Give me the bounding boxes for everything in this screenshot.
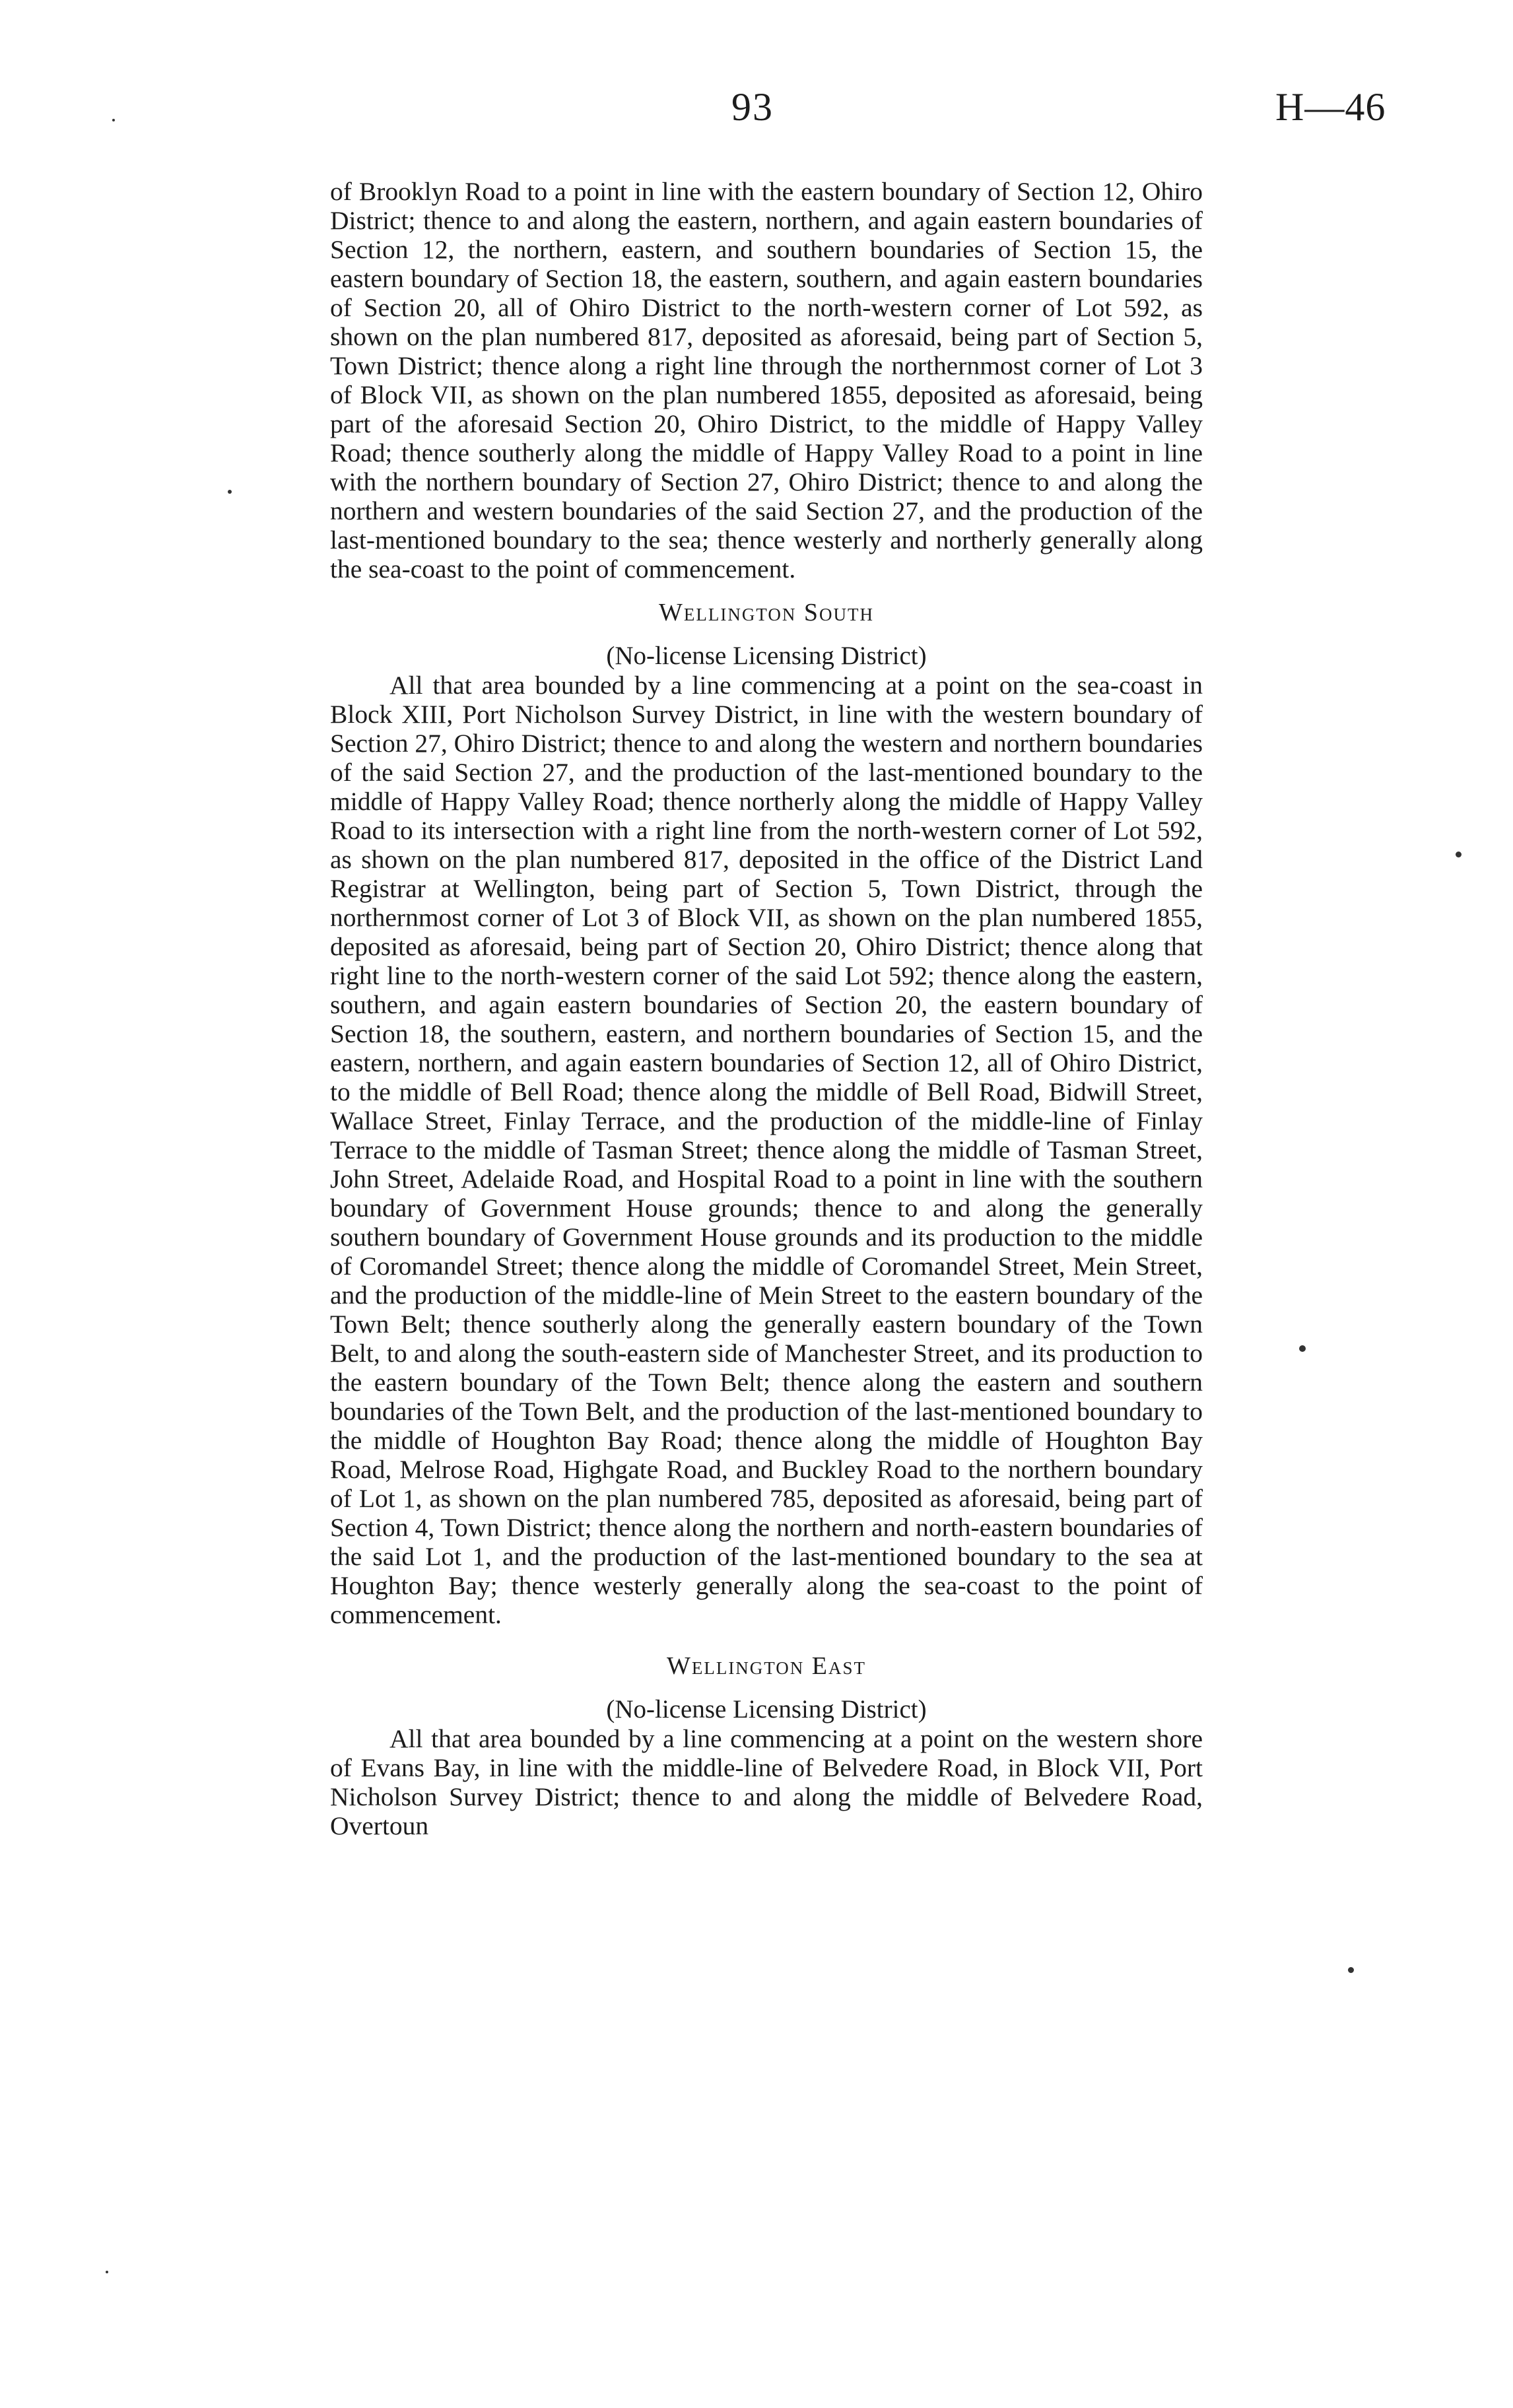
section-wellington-south — [330, 598, 1203, 1629]
section-body: All that area bounded by a line commencing at a point on the sea-coast in Block XIII, Port Nicholson Survey District, in line with the western boundary of Section 27, Ohiro District; thence to and along the western and northern boundaries of the said Section 27, and the production of the last-mentioned boundary to the middle of Happy Valley Road; thence northerly along the middle of Happy Valley Road to its intersection with a right line from the north-western corner of Lot 592, as shown on the plan numbered 817, deposited in the office of the District Land Registrar at Wellington, being part of Section 5, Town District, through the northernmost corner of Lot 3 of Block VII, as shown on the plan numbered 1855, deposited as aforesaid, being part of Section 20, Ohiro District; thence along that right line to the north-western corner of the said Lot 592; thence along the eastern, southern, and again eastern boundaries of Section 20, the eastern boundary of Section 18, the southern, eastern, and northern boundaries of Section 15, and the eastern, northern, and again eastern boundaries of Section 12, all of Ohiro District, to the middle of Bell Road; thence along the middle of Bell Road, Bidwill Street, Wallace Street, Finlay Terrace, and the production of the middle-line of Finlay Terrace to the middle of Tasman Street; thence along the middle of Tasman Street, John Street, Adelaide Road, and Hospital Road to a point in line with the southern boundary of Government House grounds; thence to and along the generally southern boundary of Government House grounds and its production to the middle of Coromandel Street; thence along the middle of Coromandel Street, Mein Street, and the production of the middle-line of Mein Street to the eastern boundary of the Town Belt; thence southerly along the generally eastern boundary of the Town Belt, to and along the south-eastern side of Manchester Street, and its production to the eastern boundary of the Town Belt; thence along the eastern and southern boundaries of the Town Belt, and the production of the last-mentioned boundary to the middle of Houghton Bay Road; thence along the middle of Houghton Bay Road, Melrose Road, Highgate Road, and Buckley Road to the northern boundary of Lot 1, as shown on the plan numbered 785, deposited as aforesaid, being part of Section 4, Town District; thence along the northern and north-eastern boundaries of the said Lot 1, and the production of the last-mentioned boundary to the sea at Houghton Bay; thence westerly generally along the sea-coast to the point of commencement. — [330, 671, 1203, 1629]
section-body: All that area bounded by a line commencing at a point on the western shore of Evans Bay, in line with the middle-line of Belvedere Road, in Block VII, Port Nicholson Survey District; thence to and along the middle of Belvedere Road, Overtoun — [330, 1724, 1203, 1840]
section-heading: Wellington East — [666, 1652, 867, 1680]
scan-speck — [1299, 1345, 1306, 1352]
text-column — [330, 177, 1203, 1840]
section-subheading: (No-license Licensing District) — [606, 642, 927, 670]
scan-speck — [228, 490, 232, 494]
scan-speck — [112, 119, 115, 121]
spacer — [330, 584, 1203, 598]
spacer — [330, 1681, 1203, 1695]
scan-speck — [106, 2271, 108, 2273]
spacer — [330, 627, 1203, 642]
page-number: 93 — [731, 85, 774, 129]
spacer — [330, 1629, 1203, 1652]
document-reference: H—46 — [1275, 85, 1386, 129]
intro-paragraph: of Brooklyn Road to a point in line with the eastern boundary of Section 12, Ohiro District; thence to and along the eastern, northern, and again eastern boundaries of Section 12, the northern, eastern, and southern boundaries of Section 15, the eastern boundary of Section 18, the eastern, southern, and again eastern boundaries of Section 20, all of Ohiro District to the north-western corner of Lot 592, as shown on the plan numbered 817, deposited as aforesaid, being part of Section 5, Town District; thence along a right line through the northernmost corner of Lot 3 of Block VII, as shown on the plan numbered 1855, deposited as aforesaid, being part of the aforesaid Section 20, Ohiro District, to the middle of Happy Valley Road; thence southerly along the middle of Happy Valley Road to a point in line with the northern boundary of Section 27, Ohiro District; thence to and along the northern and western boundaries of the said Section 27, and the production of the last-mentioned boundary to the sea; thence westerly and northerly generally along the sea-coast to the point of commencement. — [330, 177, 1203, 584]
section-wellington-east — [330, 1652, 1203, 1840]
scan-speck — [1348, 1967, 1354, 1973]
section-heading: Wellington South — [659, 599, 874, 626]
scan-speck — [1456, 852, 1462, 857]
section-subheading: (No-license Licensing District) — [606, 1695, 927, 1723]
